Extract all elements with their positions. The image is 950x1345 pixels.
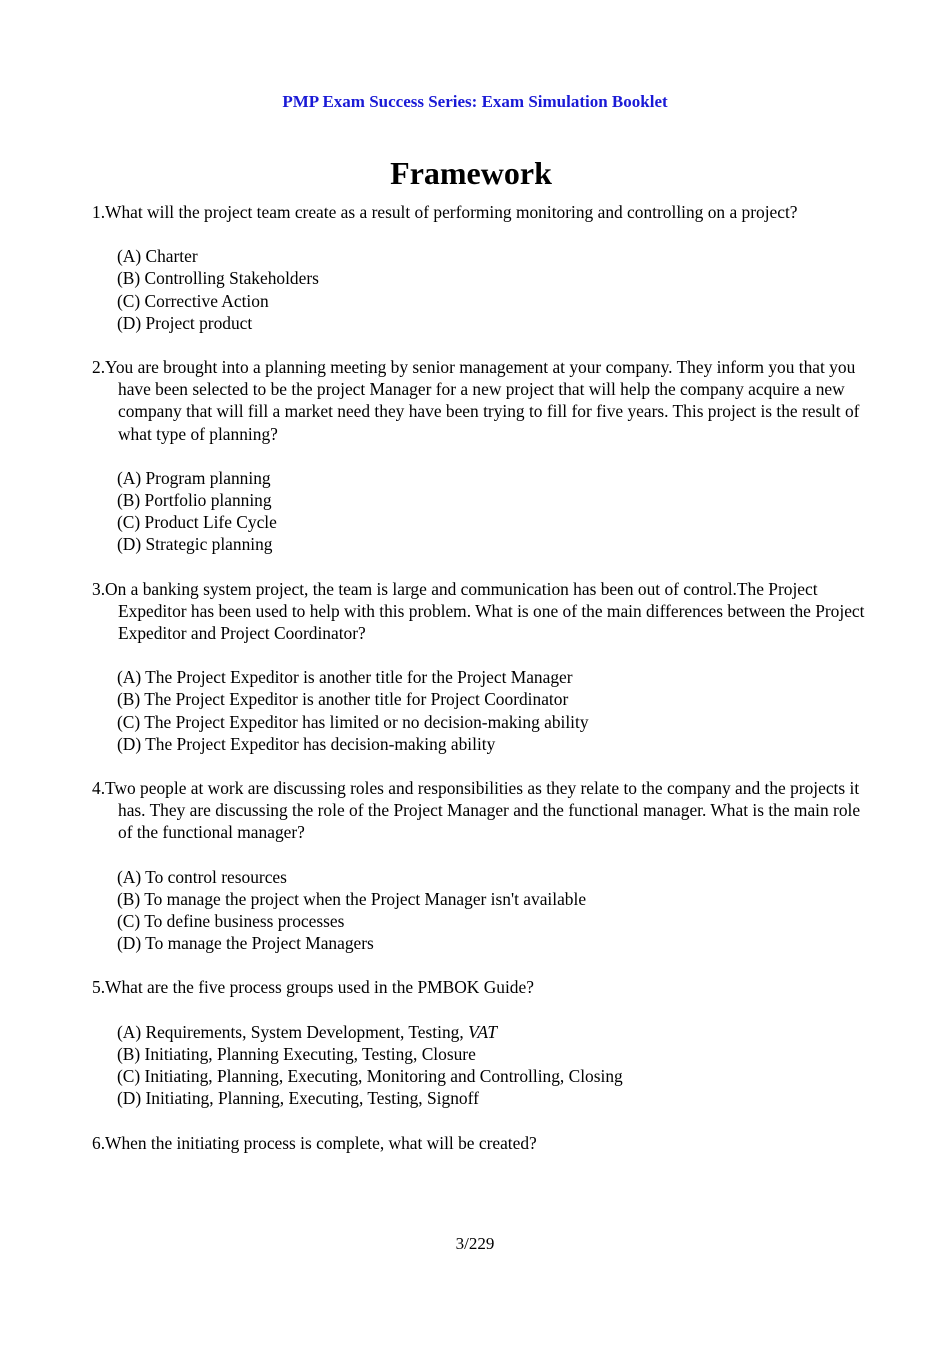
option-a: (A) Charter (117, 246, 198, 267)
option-a-italic-text: VAT (468, 1021, 498, 1042)
option-c: (C) Corrective Action (117, 290, 269, 311)
question-stem: 6.When the initiating process is complete, what will be created? (92, 1132, 537, 1153)
option-b: (B) To manage the project when the Project Manager isn't available (117, 888, 587, 909)
option-c: (C) Product Life Cycle (117, 512, 277, 533)
option-c: (C) Initiating, Planning, Executing, Monitoring and Controlling, Closing (117, 1066, 623, 1087)
answer-options (117, 245, 867, 334)
option-a: (A) To control resources (117, 866, 287, 887)
question-5 (92, 976, 867, 1109)
option-d: (D) Strategic planning (117, 534, 273, 555)
question-2 (92, 356, 867, 556)
question-stem: 3.On a banking system project, the team is large and communication has been out of control.The Project Expeditor has been used to help with this problem. What is one of the main differences between the Project Expeditor and Project Coordinator? (92, 578, 865, 644)
question-1 (92, 201, 867, 334)
question-list (92, 201, 867, 1176)
question-6 (92, 1132, 867, 1154)
option-b: (B) Portfolio planning (117, 490, 272, 511)
option-b: (B) Initiating, Planning Executing, Testing, Closure (117, 1043, 476, 1064)
question-stem: 1.What will the project team create as a result of performing monitoring and controlling on a project? (92, 202, 798, 222)
question-4 (92, 777, 867, 954)
answer-options (117, 866, 867, 955)
running-header: PMP Exam Success Series: Exam Simulation Booklet (282, 92, 668, 111)
option-b: (B) The Project Expeditor is another title for Project Coordinator (117, 689, 569, 710)
option-b: (B) Controlling Stakeholders (117, 268, 319, 289)
option-c: (C) To define business processes (117, 911, 345, 932)
option-d: (D) To manage the Project Managers (117, 933, 374, 954)
option-d: (D) Initiating, Planning, Executing, Testing, Signoff (117, 1088, 479, 1109)
answer-options (117, 467, 867, 556)
option-a (117, 1021, 867, 1043)
question-stem: 4.Two people at work are discussing roles and responsibilities as they relate to the company and the projects it has. They are discussing the role of the Project Manager and the functional manager. What is the main role of the functional manager? (92, 778, 861, 843)
option-a: (A) Program planning (117, 467, 271, 488)
option-a-text: (A) Requirements, System Development, Testing, (117, 1021, 469, 1042)
page-number: 3/229 (455, 1234, 495, 1253)
question-stem: 5.What are the five process groups used in the PMBOK Guide? (92, 977, 534, 998)
section-title: Framework (390, 155, 552, 191)
question-3 (92, 578, 867, 755)
option-d: (D) The Project Expeditor has decision-making ability (117, 733, 496, 754)
answer-options (117, 1021, 867, 1110)
option-d: (D) Project product (117, 312, 253, 333)
option-c: (C) The Project Expeditor has limited or no decision-making ability (117, 711, 589, 732)
answer-options (117, 666, 867, 755)
question-stem: 2.You are brought into a planning meeting by senior management at your company. They inform you that you have been selected to be the project Manager for a new project that will help the company acquire a new company that will fill a market need they have been trying to fill for five years. This project is the result of what type of planning? (92, 357, 860, 444)
option-a: (A) The Project Expeditor is another title for the Project Manager (117, 667, 573, 688)
